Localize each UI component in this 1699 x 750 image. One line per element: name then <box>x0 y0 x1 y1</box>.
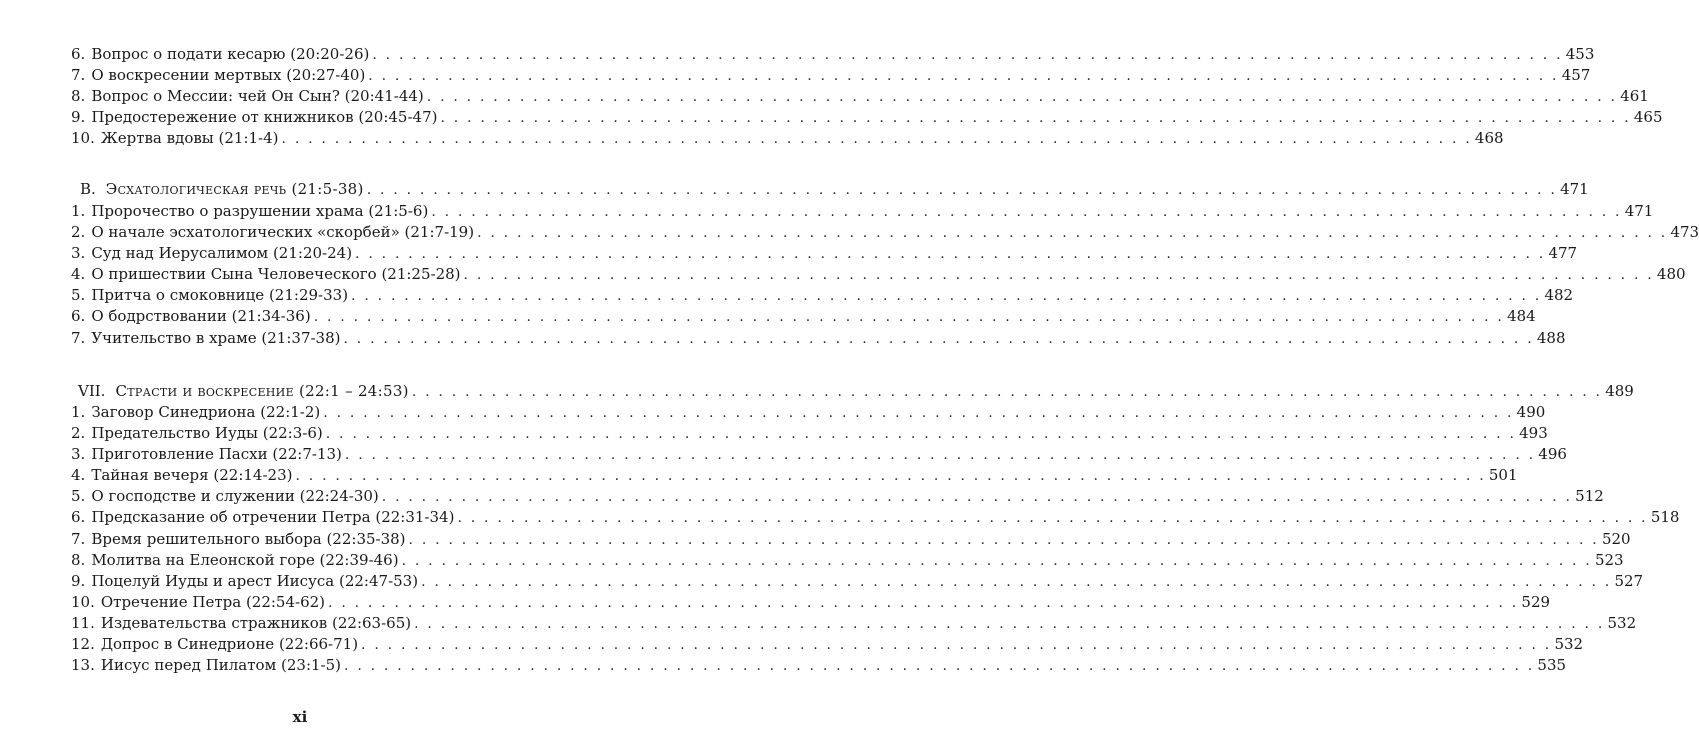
entry-title: Пророчество о разрушении храма (21:5-6) <box>91 202 429 220</box>
entry-title: Предательство Иуды (22:3-6) <box>91 424 323 443</box>
entry-title: Издевательства стражников (22:63-65) <box>100 613 412 632</box>
section-label: B. <box>80 180 96 198</box>
entry-page: 465 <box>1633 108 1663 127</box>
leader-dots <box>457 508 1647 529</box>
leader-dots <box>344 656 1534 677</box>
section-a-tail <box>0 44 1663 149</box>
toc-entry <box>71 613 1637 634</box>
leader-dots <box>326 424 1516 445</box>
entry-page: 477 <box>1548 244 1578 263</box>
entry-page: 512 <box>1575 487 1604 506</box>
section-heading-row <box>80 179 1589 200</box>
entry-number: 6. <box>71 508 86 527</box>
entry-number: 10. <box>71 592 95 611</box>
leader-dots <box>440 108 1630 129</box>
leader-dots <box>282 129 1472 150</box>
leader-dots <box>355 244 1545 265</box>
entry-page: 473 <box>1670 223 1699 242</box>
entry-page: 532 <box>1554 635 1584 654</box>
leader-dots <box>345 445 1535 466</box>
entry-title: О господстве и служении (22:24-30) <box>91 487 379 506</box>
toc-entry <box>71 402 1546 423</box>
entry-title: Притча о смоковнице (21:29-33) <box>91 286 349 305</box>
entry-number: 8. <box>71 550 86 569</box>
entry-number: 7. <box>71 66 86 85</box>
leader-dots <box>427 87 1617 108</box>
entry-title: Суд над Иерусалимом (21:20-24) <box>91 244 353 263</box>
toc-entry <box>71 243 1578 264</box>
entry-title: Молитва на Елеонской горе (22:39-46) <box>91 550 399 569</box>
entry-page: 529 <box>1521 592 1551 611</box>
entry-title: Тайная вечеря (22:14-23) <box>91 466 293 485</box>
section-title: Эсхатологическая речь (21:5-38) <box>105 180 364 198</box>
toc-entry <box>71 571 1644 592</box>
entry-number: 8. <box>71 87 86 106</box>
leader-dots <box>409 530 1599 551</box>
toc-entry <box>71 306 1536 327</box>
entry-page: 520 <box>1601 529 1631 548</box>
toc-entry <box>71 328 1566 349</box>
toc-entry <box>71 634 1584 655</box>
entry-number: 1. <box>71 403 86 421</box>
entry-page: 453 <box>1565 45 1595 63</box>
entry-page: 518 <box>1650 508 1680 527</box>
entry-title: О пришествии Сына Человеческого (21:25-28) <box>91 265 461 284</box>
leader-dots <box>328 593 1518 614</box>
leader-dots <box>464 265 1654 286</box>
section-vii-heading <box>0 381 1634 402</box>
leader-dots <box>344 329 1534 350</box>
entry-page: 480 <box>1656 265 1686 284</box>
entry-number: 6. <box>71 307 86 326</box>
entry-number: 6. <box>71 45 86 63</box>
toc-entry <box>71 285 1574 306</box>
section-page: 471 <box>1560 180 1589 198</box>
leader-dots <box>414 614 1604 635</box>
entry-page: 457 <box>1561 66 1591 85</box>
leader-dots <box>367 180 1557 201</box>
leader-dots <box>421 572 1611 593</box>
entry-number: 9. <box>71 571 86 590</box>
entry-number: 2. <box>71 424 86 443</box>
section-heading-row <box>78 381 1634 402</box>
entry-number: 4. <box>71 265 86 284</box>
entry-page: 535 <box>1537 656 1567 675</box>
toc-entry <box>71 128 1504 149</box>
entry-page: 471 <box>1624 202 1654 220</box>
entry-number: 1. <box>71 202 86 220</box>
toc-entry <box>71 44 1595 65</box>
entry-title: Отречение Петра (22:54-62) <box>100 592 326 611</box>
entry-title: О начале эсхатологических «скорбей» (21:7-19) <box>91 223 475 242</box>
entry-number: 7. <box>71 328 86 347</box>
leader-dots <box>402 551 1592 572</box>
toc-entry <box>71 201 1654 222</box>
toc-entry <box>71 264 1686 285</box>
entry-title: Жертва вдовы (21:1-4) <box>100 129 279 148</box>
entry-page: 501 <box>1488 466 1518 485</box>
entry-number: 2. <box>71 223 86 242</box>
toc-entry <box>71 465 1518 486</box>
toc-entry <box>71 86 1649 107</box>
entry-title: Иисус перед Пилатом (23:1-5) <box>100 656 342 675</box>
entry-title: О бодрствовании (21:34-36) <box>91 307 311 326</box>
leader-dots <box>412 382 1602 403</box>
entry-page: 488 <box>1536 328 1566 347</box>
toc-entry <box>71 65 1591 86</box>
toc-entry <box>71 592 1551 613</box>
toc-entry <box>71 550 1624 571</box>
section-page: 489 <box>1605 382 1634 400</box>
entry-title: Допрос в Синедрионе (22:66-71) <box>100 635 359 654</box>
entry-page: 482 <box>1544 286 1574 305</box>
entry-title: О воскресении мертвых (20:27-40) <box>91 66 366 85</box>
entry-number: 7. <box>71 529 86 548</box>
entry-title: Поцелуй Иуды и арест Иисуса (22:47-53) <box>91 571 419 590</box>
entry-page: 523 <box>1594 550 1624 569</box>
toc-entry <box>71 507 1680 528</box>
entry-page: 484 <box>1507 307 1536 326</box>
entry-page: 532 <box>1607 613 1637 632</box>
section-b-items <box>0 201 1699 349</box>
entry-page: 527 <box>1614 571 1644 590</box>
entry-page: 490 <box>1516 403 1546 421</box>
entry-title: Предсказание об отречении Петра (22:31-34) <box>91 508 455 527</box>
entry-number: 11. <box>71 613 95 632</box>
entry-number: 5. <box>71 487 86 506</box>
page-number-footer: xi <box>292 708 308 726</box>
entry-title: Время решительного выбора (22:35-38) <box>91 529 406 548</box>
entry-number: 10. <box>71 129 95 148</box>
entry-page: 461 <box>1620 87 1649 106</box>
entry-number: 13. <box>71 656 95 675</box>
entry-page: 468 <box>1474 129 1504 148</box>
toc-entry <box>71 107 1663 128</box>
entry-title: Заговор Синедриона (22:1-2) <box>91 403 321 421</box>
entry-title: Вопрос о подати кесарю (20:20-26) <box>91 45 370 63</box>
leader-dots <box>477 223 1667 244</box>
section-label: VII. <box>78 382 106 400</box>
entry-number: 9. <box>71 108 86 127</box>
entry-title: Предостережение от книжников (20:45-47) <box>91 108 438 127</box>
leader-dots <box>431 202 1621 223</box>
entry-number: 3. <box>71 445 86 464</box>
entry-number: 4. <box>71 466 86 485</box>
entry-number: 3. <box>71 244 86 263</box>
leader-dots <box>295 466 1485 487</box>
entry-title: Приготовление Пасхи (22:7-13) <box>91 445 342 464</box>
section-title: Страсти и воскресение (22:1 – 24:53) <box>115 382 409 400</box>
toc-entry <box>71 222 1699 243</box>
leader-dots <box>323 403 1513 424</box>
leader-dots <box>361 635 1551 656</box>
section-vii-items <box>0 402 1680 676</box>
entry-title: Вопрос о Мессии: чей Он Сын? (20:41-44) <box>91 87 424 106</box>
entry-number: 5. <box>71 286 86 305</box>
leader-dots <box>372 45 1562 66</box>
toc-entry <box>71 529 1631 550</box>
entry-page: 496 <box>1538 445 1567 464</box>
toc-entry <box>71 444 1567 465</box>
leader-dots <box>368 66 1558 87</box>
leader-dots <box>314 307 1504 328</box>
entry-page: 493 <box>1519 424 1548 443</box>
toc-entry <box>71 655 1567 676</box>
section-b-heading <box>0 179 1589 200</box>
leader-dots <box>382 487 1572 508</box>
entry-number: 12. <box>71 635 95 654</box>
entry-title: Учительство в храме (21:37-38) <box>91 328 341 347</box>
toc-entry <box>71 423 1548 444</box>
toc-entry <box>71 486 1604 507</box>
leader-dots <box>351 286 1541 307</box>
